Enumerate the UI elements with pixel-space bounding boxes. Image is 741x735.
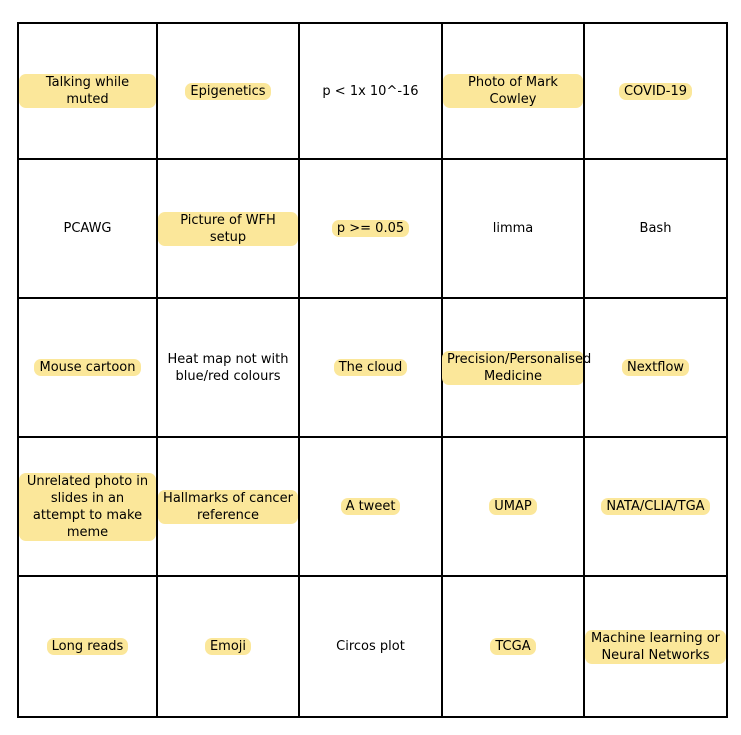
bingo-cell[interactable] <box>298 158 443 299</box>
bingo-cell-label: Precision/Personalised Medicine <box>442 351 584 385</box>
bingo-cell[interactable] <box>441 575 585 718</box>
bingo-cell[interactable] <box>583 575 728 718</box>
bingo-cell[interactable] <box>156 297 300 438</box>
bingo-cell[interactable] <box>17 158 158 299</box>
bingo-cell-label: Emoji <box>205 638 251 655</box>
bingo-cell-label: p < 1x 10^-16 <box>322 83 419 99</box>
bingo-cell[interactable] <box>156 436 300 577</box>
bingo-cell-label: TCGA <box>490 638 535 655</box>
bingo-cell-label: Epigenetics <box>185 83 270 100</box>
bingo-cell-label: Long reads <box>47 638 129 655</box>
bingo-cell[interactable] <box>441 158 585 299</box>
bingo-cell-label: Machine learning or Neural Networks <box>585 630 726 664</box>
bingo-cell-label: limma <box>492 221 534 236</box>
bingo-cell-label: p >= 0.05 <box>332 220 409 237</box>
bingo-cell[interactable] <box>298 575 443 718</box>
bingo-cell-label: Bash <box>639 221 672 236</box>
bingo-cell[interactable] <box>583 297 728 438</box>
bingo-cell-label: PCAWG <box>63 221 112 236</box>
bingo-cell[interactable] <box>441 297 592 438</box>
bingo-cell-label: Photo of Mark Cowley <box>443 74 583 108</box>
bingo-cell[interactable] <box>156 22 300 160</box>
bingo-cell[interactable] <box>17 575 158 718</box>
bingo-cell-label: COVID-19 <box>619 83 692 100</box>
bingo-cell[interactable] <box>583 158 728 299</box>
bingo-cell-label: NATA/CLIA/TGA <box>601 498 709 515</box>
bingo-cell-label: Picture of WFH setup <box>158 212 298 246</box>
bingo-cell-label: Mouse cartoon <box>34 359 140 376</box>
bingo-cell-label: Hallmarks of cancer reference <box>158 490 298 524</box>
bingo-cell[interactable] <box>583 436 728 577</box>
bingo-cell[interactable] <box>156 575 300 718</box>
bingo-cell-label: UMAP <box>489 498 536 515</box>
bingo-cell-label: Circos plot <box>336 639 405 654</box>
bingo-cell[interactable] <box>298 436 443 577</box>
bingo-cell[interactable] <box>17 297 158 438</box>
bingo-cell[interactable] <box>298 22 443 160</box>
bingo-cell[interactable] <box>298 297 443 438</box>
bingo-cell[interactable] <box>17 436 158 577</box>
bingo-cell-label: Heat map not with blue/red colours <box>167 351 289 384</box>
bingo-cell[interactable] <box>17 22 158 160</box>
bingo-cell-label: The cloud <box>334 359 408 376</box>
bingo-board <box>17 22 728 718</box>
bingo-cell-label: Unrelated photo in slides in an attempt to make meme <box>19 473 156 541</box>
bingo-cell[interactable] <box>441 22 585 160</box>
bingo-cell-label: Nextflow <box>622 359 689 376</box>
bingo-cell[interactable] <box>583 22 728 160</box>
bingo-cell[interactable] <box>441 436 585 577</box>
bingo-cell[interactable] <box>156 158 300 299</box>
bingo-cell-label: A tweet <box>341 498 401 515</box>
bingo-cell-label: Talking while muted <box>19 74 156 108</box>
